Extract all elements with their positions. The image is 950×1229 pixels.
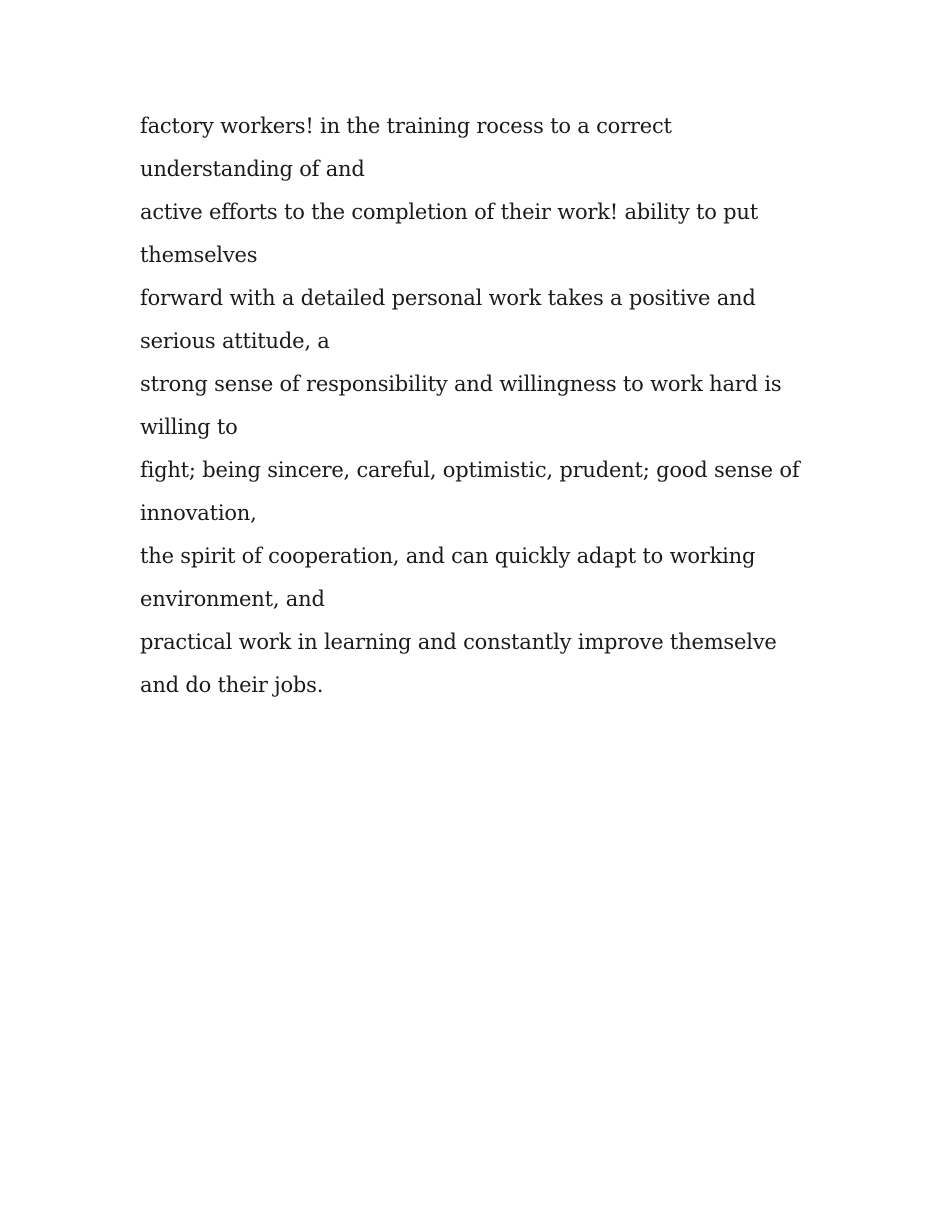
paragraph: the spirit of cooperation, and can quickly adapt to working environment, and [140, 544, 756, 611]
paragraph: forward with a detailed personal work takes a positive and serious attitude, a [140, 286, 756, 353]
paragraph: strong sense of responsibility and willingness to work hard is willing to [140, 372, 782, 439]
body-text [140, 105, 820, 707]
paragraph: active efforts to the completion of their work! ability to put themselves [140, 200, 758, 267]
paragraph: practical work in learning and constantly improve themselve and do their jobs. [140, 630, 777, 697]
paragraph: factory workers! in the training rocess to a correct understanding of and [140, 114, 672, 181]
paragraph: fight; being sincere, careful, optimistic, prudent; good sense of innovation, [140, 458, 800, 525]
